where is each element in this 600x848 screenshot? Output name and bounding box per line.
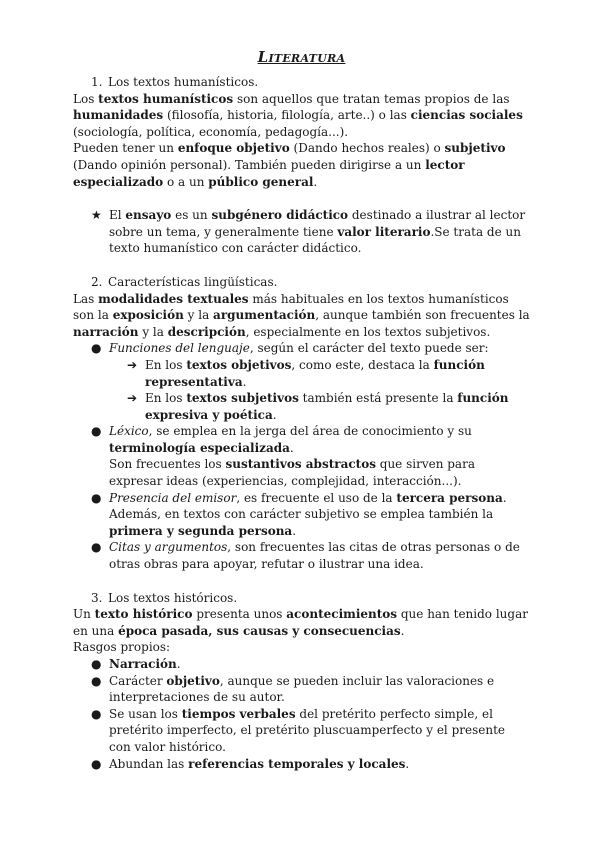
section-2-paragraph-1: Las modalidades textuales más habituales en los textos humanísticos son la exposición y la argumentación, aunque también son frecuentes la narración y la descripción, especialmente en los textos subjetivos.: [73, 291, 530, 339]
bullet-icon: ●: [91, 673, 102, 688]
list-item: ● Presencia del emisor, es frecuente el uso de la tercera persona. Además, en textos con carácter subjetivo se emplea también la primera y segunda persona.: [91, 490, 507, 538]
list-item: ● Funciones del lenguaje, según el carácter del texto puede ser: ➔ En los textos objetivos, como este, destaca la función representativa. ➔ En los textos subjetivos también está presente la función expresiva y poética.: [73, 340, 530, 423]
list-item: ➔ En los textos subjetivos también está presente la función expresiva y poética.: [127, 391, 509, 422]
list-item: ➔ En los textos objetivos, como este, destaca la función representativa.: [127, 357, 485, 389]
lexico-continuation: Son frecuentes los sustantivos abstractos que sirven para expresar ideas (experiencias, complejidad, interacción...).: [109, 457, 475, 489]
section-1-paragraph-2: Pueden tener un enfoque objetivo (Dando hechos reales) o subjetivo (Dando opinión personal). También pueden dirigirse a un lector especializado o a un público general.: [73, 141, 506, 189]
section-1-paragraph-1: Los textos humanísticos son aquellos que tratan temas propios de las humanidades (filosofía, historia, filología, arte..) o las ciencias sociales (sociología, política, economía, pedagogía...).: [73, 91, 523, 139]
bullet-icon: ●: [91, 540, 102, 555]
bullet-icon: ●: [91, 706, 102, 721]
section-1-heading: [73, 74, 530, 91]
bullet-icon: ●: [91, 490, 102, 505]
document-title: Literatura: [257, 48, 346, 66]
section-3-heading-text: Los textos históricos.: [108, 590, 238, 605]
section-3-number: 3.: [91, 590, 103, 605]
bullet-icon: ●: [91, 756, 102, 771]
list-item: ● Narración.: [91, 657, 181, 671]
section-1-number: 1.: [91, 75, 103, 89]
section-2-bullet-list: [73, 340, 530, 572]
list-item: ● Citas y argumentos, son frecuentes las citas de otras personas o de otras obras para apoyar, refutar o ilustrar una idea.: [91, 540, 520, 572]
arrow-right-icon: ➔: [127, 391, 138, 406]
section-3-bullet-list: [73, 656, 530, 772]
section-3-paragraph-1: Un texto histórico presenta unos acontecimientos que han tenido lugar en una época pasada, sus causas y consecuencias.: [73, 607, 528, 638]
section-2-number: 2.: [91, 274, 103, 289]
section-2-heading-text: Características lingüísticas.: [108, 274, 278, 289]
list-item: ● Léxico, se emplea en la jerga del área de conocimiento y su terminología especializada. Son frecuentes los sustantivos abstractos que sirven para expresar ideas (experiencias, complejidad, interacción...).: [73, 423, 530, 489]
list-item: ● Abundan las referencias temporales y locales.: [91, 756, 410, 771]
section-3-heading: [73, 590, 530, 607]
bullet-icon: ●: [91, 424, 102, 439]
list-item: ● Carácter objetivo, aunque se pueden incluir las valoraciones e interpretaciones de su autor.: [91, 673, 495, 705]
bullet-icon: ●: [91, 657, 102, 671]
section-2-heading: [73, 274, 530, 291]
funciones-sublist: [73, 357, 530, 423]
star-icon: ★: [91, 208, 102, 223]
section-1-heading-text: Los textos humanísticos.: [108, 75, 259, 89]
list-item: ● Se usan los tiempos verbales del pretérito perfecto simple, el pretérito imperfecto, el pretérito pluscuamperfecto y el presente con valor histórico.: [91, 706, 505, 754]
bullet-icon: ●: [91, 341, 102, 356]
ensayo-star-note: ★ El ensayo es un subgénero didáctico destinado a ilustrar al lector sobre un tema, y generalmente tiene valor literario.Se trata de un texto humanístico con carácter didáctico.: [91, 208, 526, 256]
arrow-right-icon: ➔: [127, 357, 138, 372]
rasgos-label: Rasgos propios:: [73, 640, 171, 655]
